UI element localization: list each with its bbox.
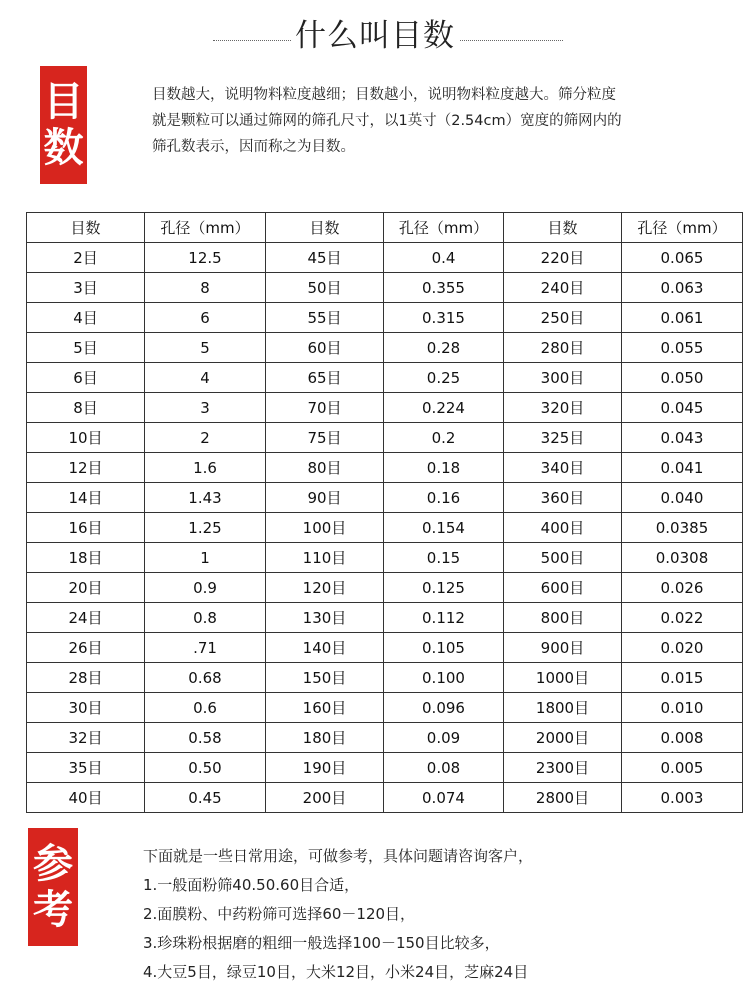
table-cell: 0.15	[384, 543, 504, 573]
table-cell: 110目	[266, 543, 384, 573]
table-cell: 3目	[27, 273, 145, 303]
table-cell: 360目	[504, 483, 622, 513]
table-cell: 0.105	[384, 633, 504, 663]
table-row	[27, 573, 743, 603]
table-cell: 65目	[266, 363, 384, 393]
mesh-size-table	[26, 212, 743, 813]
table-cell: 0.015	[622, 663, 743, 693]
table-row	[27, 273, 743, 303]
table-cell: 32目	[27, 723, 145, 753]
table-cell: 5目	[27, 333, 145, 363]
table-cell: 16目	[27, 513, 145, 543]
table-cell: 1800目	[504, 693, 622, 723]
table-cell: 0.005	[622, 753, 743, 783]
table-cell: 75目	[266, 423, 384, 453]
table-cell: 35目	[27, 753, 145, 783]
table-cell: 4	[145, 363, 266, 393]
usage-line: 2.面膜粉、中药粉筛可选择60－120目，	[143, 905, 416, 923]
table-cell: 80目	[266, 453, 384, 483]
table-cell: 5	[145, 333, 266, 363]
table-cell: 130目	[266, 603, 384, 633]
table-cell: 0.45	[145, 783, 266, 813]
table-cell: 800目	[504, 603, 622, 633]
table-cell: 150目	[266, 663, 384, 693]
table-row	[27, 243, 743, 273]
table-header-cell: 目数	[504, 213, 622, 243]
table-cell: 18目	[27, 543, 145, 573]
table-cell: 0.2	[384, 423, 504, 453]
usage-line: 4.大豆5目，绿豆10目，大米12目，小米24目，芝麻24目	[143, 963, 529, 981]
table-body	[27, 243, 743, 813]
table-row	[27, 783, 743, 813]
table-cell: 0.0308	[622, 543, 743, 573]
table-cell: 14目	[27, 483, 145, 513]
table-cell: 0.315	[384, 303, 504, 333]
table-cell: 0.8	[145, 603, 266, 633]
table-cell: 200目	[266, 783, 384, 813]
table-cell: 0.050	[622, 363, 743, 393]
table-row	[27, 753, 743, 783]
badge-reference	[28, 828, 78, 946]
table-cell: 250目	[504, 303, 622, 333]
usage-line: 3.珍珠粉根据磨的粗细一般选择100－150目比较多，	[143, 934, 500, 952]
table-cell: 160目	[266, 693, 384, 723]
table-cell: 70目	[266, 393, 384, 423]
page-title: 什么叫目数	[0, 10, 750, 55]
table-cell: 45目	[266, 243, 384, 273]
table-cell: 1	[145, 543, 266, 573]
table-cell: .71	[145, 633, 266, 663]
table-cell: 600目	[504, 573, 622, 603]
table-cell: 30目	[27, 693, 145, 723]
table-cell: 12.5	[145, 243, 266, 273]
table-cell: 50目	[266, 273, 384, 303]
table-row	[27, 303, 743, 333]
table-cell: 0.25	[384, 363, 504, 393]
badge-char: 数	[43, 124, 84, 171]
table-cell: 0.28	[384, 333, 504, 363]
table-cell: 0.224	[384, 393, 504, 423]
table-cell: 0.096	[384, 693, 504, 723]
table-cell: 325目	[504, 423, 622, 453]
table-cell: 2000目	[504, 723, 622, 753]
table-cell: 1.25	[145, 513, 266, 543]
table-cell: 0.68	[145, 663, 266, 693]
table-cell: 60目	[266, 333, 384, 363]
table-cell: 90目	[266, 483, 384, 513]
table-cell: 240目	[504, 273, 622, 303]
table-cell: 180目	[266, 723, 384, 753]
badge-mesh-count	[40, 66, 87, 184]
table-cell: 0.125	[384, 573, 504, 603]
table-cell: 6	[145, 303, 266, 333]
table-cell: 2300目	[504, 753, 622, 783]
table-cell: 320目	[504, 393, 622, 423]
table-cell: 1.6	[145, 453, 266, 483]
table-cell: 0.026	[622, 573, 743, 603]
usage-list	[143, 842, 743, 987]
table-cell: 6目	[27, 363, 145, 393]
table-cell: 4目	[27, 303, 145, 333]
badge-char: 目	[43, 78, 84, 125]
intro-line: 就是颗粒可以通过筛网的筛孔尺寸，以1英寸（2.54cm）宽度的筛网内的	[152, 113, 622, 129]
table-cell: 300目	[504, 363, 622, 393]
table-cell: 0.58	[145, 723, 266, 753]
table-header-cell: 孔径（mm）	[145, 213, 266, 243]
table-cell: 0.18	[384, 453, 504, 483]
table-cell: 500目	[504, 543, 622, 573]
table-cell: 0.020	[622, 633, 743, 663]
table-cell: 120目	[266, 573, 384, 603]
table-row	[27, 603, 743, 633]
table-cell: 2目	[27, 243, 145, 273]
table-cell: 0.043	[622, 423, 743, 453]
table-cell: 0.50	[145, 753, 266, 783]
table-cell: 10目	[27, 423, 145, 453]
table-cell: 0.010	[622, 693, 743, 723]
table-header-cell: 目数	[27, 213, 145, 243]
table-cell: 26目	[27, 633, 145, 663]
table-cell: 190目	[266, 753, 384, 783]
badge-char: 考	[33, 886, 73, 933]
table-cell: 0.154	[384, 513, 504, 543]
table-cell: 900目	[504, 633, 622, 663]
table-row	[27, 693, 743, 723]
table-cell: 1000目	[504, 663, 622, 693]
table-cell: 140目	[266, 633, 384, 663]
table-cell: 0.055	[622, 333, 743, 363]
table-row	[27, 663, 743, 693]
table-cell: 8目	[27, 393, 145, 423]
table-cell: 340目	[504, 453, 622, 483]
table-cell: 0.022	[622, 603, 743, 633]
table-cell: 3	[145, 393, 266, 423]
table-row	[27, 543, 743, 573]
table-cell: 8	[145, 273, 266, 303]
badge-char: 参	[33, 840, 73, 887]
table-cell: 0.065	[622, 243, 743, 273]
table-cell: 20目	[27, 573, 145, 603]
table-cell: 2800目	[504, 783, 622, 813]
table-row	[27, 393, 743, 423]
table-cell: 0.040	[622, 483, 743, 513]
table-header-cell: 目数	[266, 213, 384, 243]
table-row	[27, 363, 743, 393]
intro-paragraph	[152, 82, 692, 160]
intro-line: 筛孔数表示，因而称之为目数。	[152, 139, 355, 155]
table-cell: 100目	[266, 513, 384, 543]
table-cell: 400目	[504, 513, 622, 543]
table-cell: 0.100	[384, 663, 504, 693]
table-cell: 0.045	[622, 393, 743, 423]
table-row	[27, 723, 743, 753]
table-row	[27, 423, 743, 453]
table-cell: 220目	[504, 243, 622, 273]
intro-line: 目数越大，说明物料粒度越细；目数越小，说明物料粒度越大。筛分粒度	[152, 87, 616, 103]
table-cell: 0.355	[384, 273, 504, 303]
table-cell: 0.008	[622, 723, 743, 753]
table-cell: 28目	[27, 663, 145, 693]
table-row	[27, 333, 743, 363]
table-cell: 0.063	[622, 273, 743, 303]
table-header-cell: 孔径（mm）	[384, 213, 504, 243]
table-cell: 55目	[266, 303, 384, 333]
table-cell: 0.09	[384, 723, 504, 753]
table-cell: 0.112	[384, 603, 504, 633]
table-cell: 0.9	[145, 573, 266, 603]
table-cell: 280目	[504, 333, 622, 363]
table-cell: 40目	[27, 783, 145, 813]
table-header-row	[27, 213, 743, 243]
table-cell: 12目	[27, 453, 145, 483]
table-cell: 0.041	[622, 453, 743, 483]
table-row	[27, 513, 743, 543]
table-cell: 0.074	[384, 783, 504, 813]
usage-line: 1.一般面粉筛40.50.60目合适，	[143, 876, 360, 894]
table-cell: 0.6	[145, 693, 266, 723]
table-cell: 24目	[27, 603, 145, 633]
title-area	[0, 6, 750, 56]
table-cell: 0.4	[384, 243, 504, 273]
table-cell: 0.16	[384, 483, 504, 513]
table-row	[27, 483, 743, 513]
table-cell: 0.08	[384, 753, 504, 783]
table-cell: 1.43	[145, 483, 266, 513]
table-header-cell: 孔径（mm）	[622, 213, 743, 243]
table-row	[27, 633, 743, 663]
usage-line: 下面就是一些日常用途，可做参考，具体问题请咨询客户，	[143, 847, 534, 865]
table-cell: 0.061	[622, 303, 743, 333]
table-cell: 2	[145, 423, 266, 453]
table-cell: 0.0385	[622, 513, 743, 543]
table-cell: 0.003	[622, 783, 743, 813]
table-row	[27, 453, 743, 483]
